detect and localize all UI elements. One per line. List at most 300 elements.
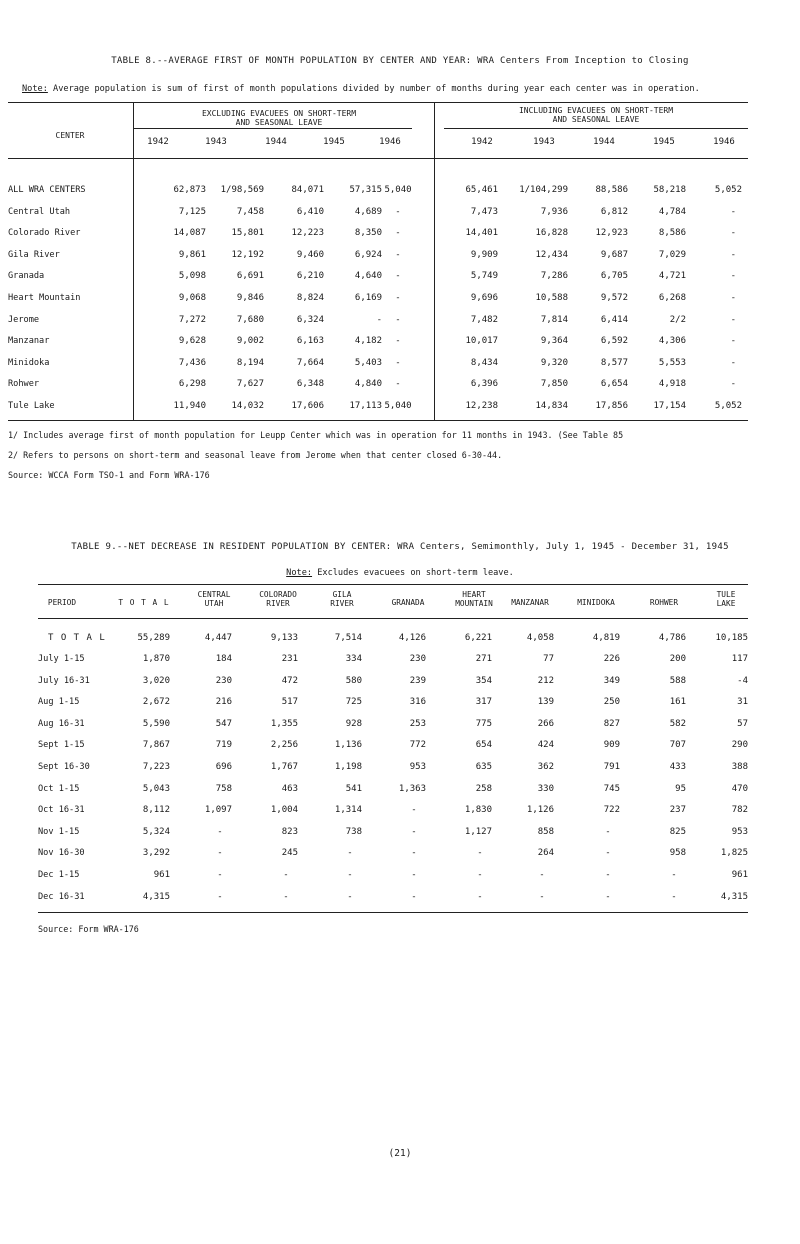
table9-cell: 722 bbox=[603, 805, 620, 816]
table9-cell: - bbox=[283, 891, 289, 902]
table9-col-header: GILA RIVER bbox=[330, 590, 354, 608]
table9-cell: 654 bbox=[475, 740, 492, 751]
table8-cell-incl: 5,553 bbox=[658, 357, 686, 368]
table9-period: Aug 1-15 bbox=[38, 697, 80, 708]
table8-cell-excl: 7,272 bbox=[178, 314, 206, 325]
table9-cell: 4,786 bbox=[658, 633, 686, 643]
table8-cell-incl: 12,923 bbox=[595, 228, 628, 239]
table8-cell-excl: - bbox=[395, 357, 401, 368]
table9-cell: - bbox=[605, 826, 611, 837]
table9-cell: 1,004 bbox=[270, 805, 298, 816]
table8-cell-incl: 4,784 bbox=[658, 206, 686, 217]
table9-cell: - bbox=[477, 891, 483, 902]
table8-cell-excl: 9,460 bbox=[296, 249, 324, 260]
table8-cell-incl: 14,401 bbox=[465, 228, 498, 239]
table8-cell-incl: 6,414 bbox=[600, 314, 628, 325]
table9-bottom-rule bbox=[38, 912, 748, 913]
table9-cell: 4,058 bbox=[526, 633, 554, 643]
table9-cell: 725 bbox=[345, 697, 362, 708]
table9-cell: 7,223 bbox=[142, 762, 170, 772]
table8-note-label: Note: bbox=[22, 84, 48, 94]
table9-cell: 1,355 bbox=[270, 718, 298, 729]
table8-cell-incl: 9,364 bbox=[540, 336, 568, 347]
table9-cell: 4,819 bbox=[592, 633, 620, 643]
table9-cell: 961 bbox=[153, 870, 170, 880]
table8-cell-excl: 7,664 bbox=[296, 357, 324, 368]
table8-cell-excl: 6,298 bbox=[178, 379, 206, 390]
table9-period: Sept 1-15 bbox=[38, 740, 85, 751]
table8-cell-incl: 6,654 bbox=[600, 379, 628, 390]
table8-cell-excl: - bbox=[395, 379, 401, 390]
table9-cell: 316 bbox=[409, 697, 426, 708]
table9-period: Dec 16-31 bbox=[38, 891, 85, 902]
table9-cell: 782 bbox=[731, 805, 748, 816]
table9-source: Source: Form WRA-176 bbox=[38, 924, 139, 934]
table8-center-name: Central Utah bbox=[8, 206, 71, 217]
table8-cell-excl: 9,846 bbox=[236, 293, 264, 303]
table9-cell: 250 bbox=[603, 697, 620, 708]
table8-cell-excl: 7,458 bbox=[236, 206, 264, 217]
table8-footnote-2: 2/ Refers to persons on short-term and seasonal leave from Jerome when that center closed 6-30-44. bbox=[8, 450, 503, 460]
table8-cell-excl: 4,640 bbox=[354, 271, 382, 282]
table8-center-name: Colorado River bbox=[8, 228, 81, 239]
table9-cell: 470 bbox=[731, 783, 748, 794]
table8-cell-incl: - bbox=[730, 228, 736, 239]
table9-cell: - bbox=[605, 870, 611, 880]
table8-cell-incl: 7,286 bbox=[540, 271, 568, 282]
table8-cell-incl: 8,586 bbox=[658, 228, 686, 239]
table9-cell: 463 bbox=[281, 783, 298, 794]
table8-cell-incl: 6,396 bbox=[470, 379, 498, 390]
page-number: (21) bbox=[388, 1148, 412, 1159]
table8-top-rule bbox=[8, 102, 748, 103]
table8-cell-excl: 14,087 bbox=[173, 228, 206, 239]
table8-cell-incl: 9,687 bbox=[600, 249, 628, 260]
table9-cell: 1,363 bbox=[398, 783, 426, 794]
table9-col-header: MANZANAR bbox=[511, 598, 549, 607]
table9-period: Oct 16-31 bbox=[38, 805, 85, 816]
table8-cell-incl: 5,052 bbox=[714, 185, 742, 195]
table8-cell-incl: - bbox=[730, 357, 736, 368]
table8-cell-incl: 6,268 bbox=[658, 293, 686, 303]
table9-cell: 823 bbox=[281, 826, 298, 837]
table9-note-label: Note: bbox=[286, 568, 313, 578]
table9-cell: - bbox=[411, 891, 417, 902]
table9-cell: 253 bbox=[409, 718, 426, 729]
table9-col-header: GRANADA bbox=[391, 598, 425, 607]
table9-cell: 433 bbox=[669, 762, 686, 772]
table9-cell: - bbox=[477, 870, 483, 880]
table8-incl-rule bbox=[444, 128, 748, 129]
table9-cell: 230 bbox=[215, 675, 232, 686]
table8-center-name: Jerome bbox=[8, 314, 40, 325]
table9-cell: 239 bbox=[409, 675, 426, 686]
table9-col-header: PERIOD bbox=[47, 598, 77, 607]
table8-cell-incl: 7,482 bbox=[470, 314, 498, 325]
table9-cell: 588 bbox=[669, 675, 686, 686]
table8-cell-excl: 6,324 bbox=[296, 314, 324, 325]
table8-cell-incl: - bbox=[730, 206, 736, 217]
table8-cell-excl: 62,873 bbox=[173, 185, 206, 195]
table8-cell-incl: 14,834 bbox=[535, 401, 568, 411]
table8-cell-incl: 8,434 bbox=[470, 357, 498, 368]
table9-cell: 958 bbox=[669, 848, 686, 859]
table8-center-name: Rohwer bbox=[8, 379, 40, 390]
table8-center-header: CENTER bbox=[55, 131, 85, 140]
table9-cell: 57 bbox=[737, 718, 748, 729]
table8-cell-excl: 8,350 bbox=[354, 228, 382, 239]
table8-cell-incl: 10,588 bbox=[535, 293, 568, 303]
table9-cell: 184 bbox=[215, 654, 232, 664]
table9-period: July 1-15 bbox=[38, 654, 85, 664]
table8-cell-incl: 9,572 bbox=[600, 293, 628, 303]
table9-cell: 271 bbox=[475, 654, 492, 664]
table8-cell-excl: 8,194 bbox=[236, 357, 264, 368]
table8-year-excl-1943: 1943 bbox=[205, 137, 227, 147]
table9-cell: 738 bbox=[345, 826, 362, 837]
table9-cell: - bbox=[411, 826, 417, 837]
table9-cell: 580 bbox=[345, 675, 362, 686]
table9-cell: 317 bbox=[475, 697, 492, 708]
table8-center-name: Granada bbox=[8, 271, 45, 282]
table9-cell: 334 bbox=[345, 654, 362, 664]
table8-cell-excl: 6,410 bbox=[296, 206, 324, 217]
table8-incl-group: INCLUDING EVACUEES ON SHORT-TERM AND SEASONAL LEAVE bbox=[518, 106, 674, 124]
table8-cell-incl: 5,052 bbox=[714, 401, 742, 411]
table8-cell-incl: - bbox=[730, 379, 736, 390]
table9-cell: - bbox=[477, 848, 483, 859]
table8-cell-excl: 7,436 bbox=[178, 357, 206, 368]
table8-cell-excl: - bbox=[395, 271, 401, 282]
table8-cell-incl: 7,473 bbox=[470, 206, 498, 217]
table9-cell: - bbox=[605, 891, 611, 902]
table9-cell: 707 bbox=[669, 740, 686, 751]
table9-cell: 791 bbox=[603, 762, 620, 772]
table9-period: Dec 1-15 bbox=[38, 870, 80, 880]
table8-cell-incl: 10,017 bbox=[465, 336, 498, 347]
table8-note-text: Average population is sum of first of month populations divided by number of months during year each center was in operation. bbox=[47, 84, 700, 94]
table9-cell: 772 bbox=[409, 740, 426, 751]
table8-excl-group: EXCLUDING EVACUEES ON SHORT-TERM AND SEASONAL LEAVE bbox=[201, 109, 357, 127]
table8-cell-incl: 4,721 bbox=[658, 271, 686, 282]
table8-cell-excl: 57,315 bbox=[349, 185, 382, 195]
table9-title: TABLE 9.--NET DECREASE IN RESIDENT POPULATION BY CENTER: WRA Centers, Semimonthly, July 1, 1945 - December 31, 1945 bbox=[71, 542, 729, 552]
table9-cell: 3,020 bbox=[142, 675, 170, 686]
table8-cell-incl: 8,577 bbox=[600, 357, 628, 368]
table9-cell: 4,315 bbox=[142, 891, 170, 902]
table9-cell: 1,097 bbox=[204, 805, 232, 816]
table8-cell-excl: 5,040 bbox=[384, 401, 412, 411]
table9-col-header: CENTRAL UTAH bbox=[197, 590, 231, 608]
table9-cell: 541 bbox=[345, 783, 362, 794]
table9-cell: 200 bbox=[669, 654, 686, 664]
table9-cell: 290 bbox=[731, 740, 748, 751]
table9-cell: 95 bbox=[675, 783, 686, 794]
table9-cell: 472 bbox=[281, 675, 298, 686]
table8-divider-mid bbox=[434, 102, 435, 420]
table9-cell: 55,289 bbox=[137, 633, 170, 643]
table8-cell-incl: - bbox=[730, 249, 736, 260]
table8-cell-excl: 9,068 bbox=[178, 293, 206, 303]
table9-cell: 858 bbox=[537, 826, 554, 837]
table9-period: Oct 1-15 bbox=[38, 783, 80, 794]
table9-period: T O T A L bbox=[48, 633, 106, 643]
table9-cell: 9,133 bbox=[270, 633, 298, 643]
table8-cell-incl: 7,814 bbox=[540, 314, 568, 325]
table8-year-incl-1945: 1945 bbox=[653, 137, 675, 147]
table9-period: July 16-31 bbox=[38, 675, 90, 686]
table9-period: Sept 16-30 bbox=[38, 762, 90, 772]
table8-cell-excl: 9,002 bbox=[236, 336, 264, 347]
table8-cell-excl: 9,628 bbox=[178, 336, 206, 347]
table9-cell: 266 bbox=[537, 718, 554, 729]
table9-cell: 117 bbox=[731, 654, 748, 664]
table8-cell-excl: 6,348 bbox=[296, 379, 324, 390]
table9-period: Aug 16-31 bbox=[38, 718, 85, 729]
table9-cell: 1,198 bbox=[334, 762, 362, 772]
table9-cell: - bbox=[411, 870, 417, 880]
table8-cell-excl: - bbox=[395, 336, 401, 347]
table8-cell-excl: - bbox=[395, 228, 401, 239]
table8-year-excl-1946: 1946 bbox=[379, 137, 401, 147]
table9-cell: 8,112 bbox=[142, 805, 170, 816]
table8-year-excl-1944: 1944 bbox=[265, 137, 287, 147]
table9-cell: 388 bbox=[731, 762, 748, 772]
table8-year-incl-1942: 1942 bbox=[471, 137, 493, 147]
table8-cell-incl: 7,850 bbox=[540, 379, 568, 390]
table9-cell: 6,221 bbox=[464, 633, 492, 643]
table8-cell-excl: 7,680 bbox=[236, 314, 264, 325]
table8-cell-excl: - bbox=[395, 206, 401, 217]
table9-cell: 953 bbox=[409, 762, 426, 772]
table9-cell: 424 bbox=[537, 740, 554, 751]
table8-divider-left bbox=[133, 102, 134, 420]
table8-cell-excl: 4,840 bbox=[354, 379, 382, 390]
table9-col-header: ROHWER bbox=[649, 598, 679, 607]
table8-cell-incl: 12,434 bbox=[535, 249, 568, 260]
table8-cell-incl: 1/104,299 bbox=[519, 185, 568, 195]
table9-cell: 2,256 bbox=[270, 740, 298, 751]
table9-cell: - bbox=[347, 870, 353, 880]
table8-note bbox=[22, 84, 700, 94]
table9-cell: - bbox=[539, 870, 545, 880]
table8-cell-excl: 8,824 bbox=[296, 293, 324, 303]
table8-cell-incl: 16,828 bbox=[535, 228, 568, 239]
table8-cell-incl: 4,306 bbox=[658, 336, 686, 347]
table8-cell-excl: 6,691 bbox=[236, 271, 264, 282]
table9-cell: 264 bbox=[537, 848, 554, 859]
table8-cell-excl: 7,125 bbox=[178, 206, 206, 217]
table8-cell-incl: 6,592 bbox=[600, 336, 628, 347]
table8-cell-incl: - bbox=[730, 293, 736, 303]
table9-cell: 7,867 bbox=[142, 740, 170, 751]
table8-bottom-rule bbox=[8, 420, 748, 421]
table9-cell: - bbox=[539, 891, 545, 902]
table8-cell-excl: 4,182 bbox=[354, 336, 382, 347]
table9-col-header: T O T A L bbox=[118, 598, 170, 607]
table9-header-rule bbox=[38, 618, 748, 619]
table9-cell: - bbox=[347, 848, 353, 859]
table8-cell-incl: 88,586 bbox=[595, 185, 628, 195]
table9-cell: 349 bbox=[603, 675, 620, 686]
table9-cell: 7,514 bbox=[334, 633, 362, 643]
table8-cell-excl: 12,223 bbox=[291, 228, 324, 239]
table9-cell: 212 bbox=[537, 675, 554, 686]
table8-cell-excl: 6,169 bbox=[354, 293, 382, 303]
table9-cell: - bbox=[411, 848, 417, 859]
table8-cell-incl: 58,218 bbox=[653, 185, 686, 195]
table8-cell-excl: - bbox=[395, 293, 401, 303]
table8-cell-excl: 15,801 bbox=[231, 228, 264, 239]
table9-cell: - bbox=[411, 805, 417, 816]
table9-cell: 1,126 bbox=[526, 805, 554, 816]
table9-period: Nov 1-15 bbox=[38, 826, 80, 837]
table9-cell: 362 bbox=[537, 762, 554, 772]
table8-title: TABLE 8.--AVERAGE FIRST OF MONTH POPULATION BY CENTER AND YEAR: WRA Centers From Inception to Closing bbox=[111, 56, 689, 66]
table9-cell: 758 bbox=[215, 783, 232, 794]
table9-cell: 2,672 bbox=[142, 697, 170, 708]
table9-cell: - bbox=[217, 848, 223, 859]
table8-cell-excl: 7,627 bbox=[236, 379, 264, 390]
table9-cell: 547 bbox=[215, 718, 232, 729]
table9-cell: 31 bbox=[737, 697, 748, 708]
table8-cell-incl: 17,856 bbox=[595, 401, 628, 411]
table8-source: Source: WCCA Form TSO-1 and Form WRA-176 bbox=[8, 470, 210, 480]
table9-cell: 216 bbox=[215, 697, 232, 708]
table9-cell: 1,825 bbox=[720, 848, 748, 859]
table8-cell-incl: 9,696 bbox=[470, 293, 498, 303]
table9-col-header: TULE LAKE bbox=[716, 590, 736, 608]
table9-cell: 1,136 bbox=[334, 740, 362, 751]
table9-cell: 139 bbox=[537, 697, 554, 708]
table9-cell: - bbox=[217, 826, 223, 837]
table8-cell-incl: - bbox=[730, 271, 736, 282]
table8-year-excl-1942: 1942 bbox=[147, 137, 169, 147]
table8-excl-rule bbox=[134, 128, 412, 129]
table9-top-rule bbox=[38, 584, 748, 585]
table9-cell: 827 bbox=[603, 718, 620, 729]
table8-cell-excl: 1/98,569 bbox=[220, 185, 264, 195]
table8-center-name: Gila River bbox=[8, 249, 60, 260]
table8-cell-incl: 6,812 bbox=[600, 206, 628, 217]
table8-cell-incl: 7,936 bbox=[540, 206, 568, 217]
table9-cell: - bbox=[347, 891, 353, 902]
table9-cell: - bbox=[217, 870, 223, 880]
table8-cell-incl: 7,029 bbox=[658, 249, 686, 260]
table8-cell-incl: 12,238 bbox=[465, 401, 498, 411]
table8-cell-incl: 9,320 bbox=[540, 357, 568, 368]
table8-cell-incl: - bbox=[730, 314, 736, 325]
table8-cell-excl: 17,113 bbox=[349, 401, 382, 411]
table9-cell: 77 bbox=[543, 654, 554, 664]
table8-cell-excl: 6,924 bbox=[354, 249, 382, 260]
table9-cell: 1,127 bbox=[464, 826, 492, 837]
table9-cell: 825 bbox=[669, 826, 686, 837]
table8-cell-excl: 84,071 bbox=[291, 185, 324, 195]
table9-cell: 3,292 bbox=[142, 848, 170, 859]
table9-cell: 775 bbox=[475, 718, 492, 729]
table9-cell: 1,830 bbox=[464, 805, 492, 816]
table8-cell-incl: 4,918 bbox=[658, 379, 686, 390]
table8-cell-excl: 17,606 bbox=[291, 401, 324, 411]
table9-cell: 5,043 bbox=[142, 783, 170, 794]
table9-cell: 4,447 bbox=[204, 633, 232, 643]
table9-cell: 161 bbox=[669, 697, 686, 708]
table9-cell: 696 bbox=[215, 762, 232, 772]
table8-cell-incl: 9,909 bbox=[470, 249, 498, 260]
table8-cell-excl: 5,098 bbox=[178, 271, 206, 282]
table8-cell-incl: 5,749 bbox=[470, 271, 498, 282]
table8-center-name: Manzanar bbox=[8, 336, 50, 347]
table8-year-incl-1946: 1946 bbox=[713, 137, 735, 147]
table8-center-name: ALL WRA CENTERS bbox=[8, 185, 86, 195]
table9-cell: 245 bbox=[281, 848, 298, 859]
table8-cell-excl: 5,040 bbox=[384, 185, 412, 195]
table8-center-name: Minidoka bbox=[8, 357, 50, 368]
table8-footnote-1: 1/ Includes average first of month population for Leupp Center which was in operation for 11 months in 1943. (See Table 85 bbox=[8, 430, 624, 440]
table8-cell-excl: 6,210 bbox=[296, 271, 324, 282]
table9-cell: 10,185 bbox=[715, 633, 748, 643]
table8-cell-incl: - bbox=[730, 336, 736, 347]
table9-cell: 517 bbox=[281, 697, 298, 708]
table8-center-name: Heart Mountain bbox=[8, 293, 81, 303]
table8-cell-incl: 6,705 bbox=[600, 271, 628, 282]
table9-cell: - bbox=[605, 848, 611, 859]
table8-cell-incl: 65,461 bbox=[465, 185, 498, 195]
table9-cell: 4,315 bbox=[720, 891, 748, 902]
table8-year-incl-1944: 1944 bbox=[593, 137, 615, 147]
table8-cell-excl: - bbox=[395, 314, 401, 325]
table9-cell: 237 bbox=[669, 805, 686, 816]
table9-cell: 258 bbox=[475, 783, 492, 794]
table9-cell: 231 bbox=[281, 654, 298, 664]
table9-col-header: MINIDOKA bbox=[577, 598, 615, 607]
table9-cell: 5,324 bbox=[142, 826, 170, 837]
table9-cell: - bbox=[217, 891, 223, 902]
table8-cell-excl: 6,163 bbox=[296, 336, 324, 347]
table9-cell: 1,870 bbox=[142, 654, 170, 664]
table9-cell: 745 bbox=[603, 783, 620, 794]
table9-period: Nov 16-30 bbox=[38, 848, 85, 859]
table9-cell: 928 bbox=[345, 718, 362, 729]
table9-cell: 1,314 bbox=[334, 805, 362, 816]
table9-col-header: HEART MOUNTAIN bbox=[455, 590, 493, 608]
table9-cell: 635 bbox=[475, 762, 492, 772]
table8-cell-excl: 9,861 bbox=[178, 249, 206, 260]
table9-cell: 1,767 bbox=[270, 762, 298, 772]
table9-cell: 961 bbox=[731, 870, 748, 880]
table9-cell: 354 bbox=[475, 675, 492, 686]
table9-note-text: Excludes evacuees on short-term leave. bbox=[312, 568, 514, 578]
table9-cell: 330 bbox=[537, 783, 554, 794]
table9-cell: 909 bbox=[603, 740, 620, 751]
table8-cell-excl: 4,689 bbox=[354, 206, 382, 217]
table9-cell: -4 bbox=[737, 675, 748, 686]
table8-year-excl-1945: 1945 bbox=[323, 137, 345, 147]
table9-cell: 4,126 bbox=[398, 633, 426, 643]
table9-col-header: COLORADO RIVER bbox=[259, 590, 297, 608]
table9-cell: 953 bbox=[731, 826, 748, 837]
table8-cell-excl: - bbox=[395, 249, 401, 260]
table9-note bbox=[0, 568, 800, 578]
table9-cell: - bbox=[671, 891, 677, 902]
table9-cell: 230 bbox=[409, 654, 426, 664]
table9-cell: 226 bbox=[603, 654, 620, 664]
table8-cell-excl: 14,032 bbox=[231, 401, 264, 411]
table9-cell: 582 bbox=[669, 718, 686, 729]
table8-cell-excl: - bbox=[376, 314, 382, 325]
table8-cell-incl: 2/2 bbox=[669, 314, 686, 325]
